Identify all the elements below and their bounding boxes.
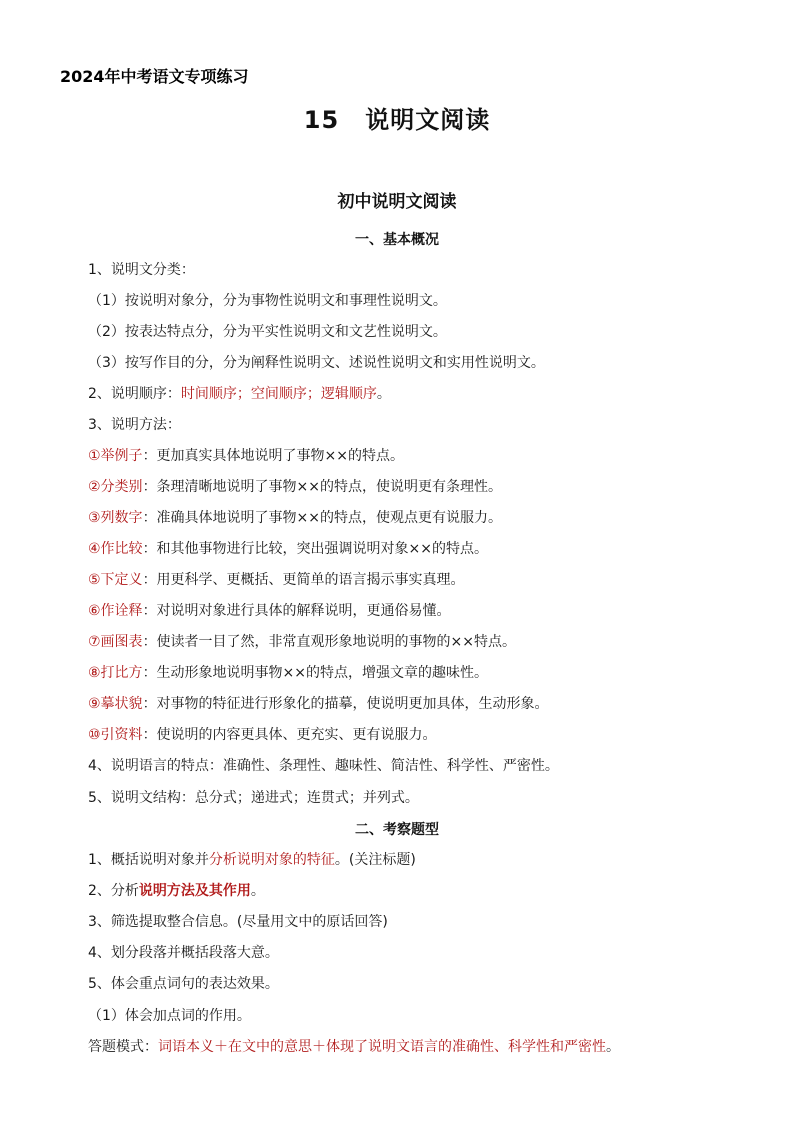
title-text: 说明文阅读: [365, 106, 491, 134]
method-name: ①举例子: [88, 448, 143, 464]
text-line: （3）按写作目的分，分为阐释性说明文、述说性说明文和实用性说明文。: [88, 355, 545, 371]
text-line: 3、筛选提取整合信息。(尽量用文中的原话回答): [88, 914, 388, 930]
text-fragment: 。: [250, 883, 265, 899]
text-line: [88, 880, 265, 900]
method-desc: ：准确具体地说明了事物××的特点，使观点更有说服力。: [142, 510, 503, 526]
method-line: [88, 662, 488, 682]
method-line: [88, 538, 488, 558]
method-line: [88, 507, 502, 527]
method-desc: ：对说明对象进行具体的解释说明，更通俗易懂。: [142, 603, 451, 619]
page-header: 2024年中考语文专项练习: [60, 67, 249, 86]
text-fragment: 1、概括说明对象并: [88, 852, 209, 868]
method-desc: ：条理清晰地说明了事物××的特点，使说明更有条理性。: [142, 479, 503, 495]
method-line: [88, 724, 437, 744]
method-name: ④作比较: [88, 541, 143, 557]
method-line: [88, 569, 465, 589]
section-subtitle: 初中说明文阅读: [337, 192, 457, 212]
method-line: [88, 445, 404, 465]
text-fragment: 。: [606, 1039, 620, 1055]
method-desc: ：用更科学、更概括、更简单的语言揭示事实真理。: [142, 572, 465, 588]
method-name: ②分类别: [88, 479, 143, 495]
text-line: [88, 383, 391, 403]
method-desc: ：使说明的内容更具体、更充实、更有说服力。: [142, 727, 437, 743]
section2-heading: 二、考察题型: [355, 822, 439, 838]
method-desc: ：生动形象地说明事物××的特点，增强文章的趣味性。: [142, 665, 489, 681]
text-fragment: 。: [376, 386, 391, 402]
method-line: [88, 631, 516, 651]
method-name: ⑦画图表: [88, 634, 143, 650]
highlight-text: 词语本义＋在文中的意思＋体现了说明文语言的准确性、科学性和严密性: [158, 1039, 606, 1055]
method-name: ⑧打比方: [88, 665, 143, 681]
text-line: [88, 849, 416, 869]
method-desc: ：对事物的特征进行形象化的描摹，使说明更加具体，生动形象。: [142, 696, 549, 712]
text-line: 5、体会重点词句的表达效果。: [88, 976, 279, 992]
method-name: ③列数字: [88, 510, 143, 526]
method-line: [88, 693, 549, 713]
method-line: [88, 600, 451, 620]
text-line: 1、说明文分类：: [88, 262, 195, 278]
title-number: 15: [303, 106, 340, 134]
method-desc: ：使读者一目了然，非常直观形象地说明的事物的××特点。: [142, 634, 517, 650]
method-name: ⑨摹状貌: [88, 696, 143, 712]
text-fragment: 2、说明顺序：: [88, 386, 181, 402]
text-line: （2）按表达特点分，分为平实性说明文和文艺性说明文。: [88, 324, 447, 340]
page-title: [0, 100, 794, 135]
text-fragment: 。(关注标题): [334, 852, 416, 868]
text-line: 4、划分段落并概括段落大意。: [88, 945, 279, 961]
highlight-text: 时间顺序；空间顺序；逻辑顺序: [180, 386, 377, 402]
text-line: （1）体会加点词的作用。: [88, 1008, 251, 1024]
text-line: 4、说明语言的特点：准确性、条理性、趣味性、简洁性、科学性、严密性。: [88, 758, 559, 774]
method-name: ⑩引资料: [88, 727, 143, 743]
section1-heading: 一、基本概况: [355, 232, 439, 248]
text-fragment: 答题模式：: [88, 1039, 158, 1055]
method-name: ⑥作诠释: [88, 603, 143, 619]
text-line: [88, 1036, 620, 1056]
method-desc: ：更加真实具体地说明了事物××的特点。: [142, 448, 405, 464]
text-line: （1）按说明对象分，分为事物性说明文和事理性说明文。: [88, 293, 447, 309]
text-line: 5、说明文结构：总分式；递进式；连贯式；并列式。: [88, 790, 419, 806]
text-line: 3、说明方法：: [88, 417, 181, 433]
highlight-text: 说明方法及其作用: [138, 883, 251, 899]
method-desc: ：和其他事物进行比较，突出强调说明对象××的特点。: [142, 541, 489, 557]
text-fragment: 2、分析: [88, 883, 139, 899]
method-name: ⑤下定义: [88, 572, 143, 588]
method-line: [88, 476, 502, 496]
highlight-text: 分析说明对象的特征: [208, 852, 335, 868]
